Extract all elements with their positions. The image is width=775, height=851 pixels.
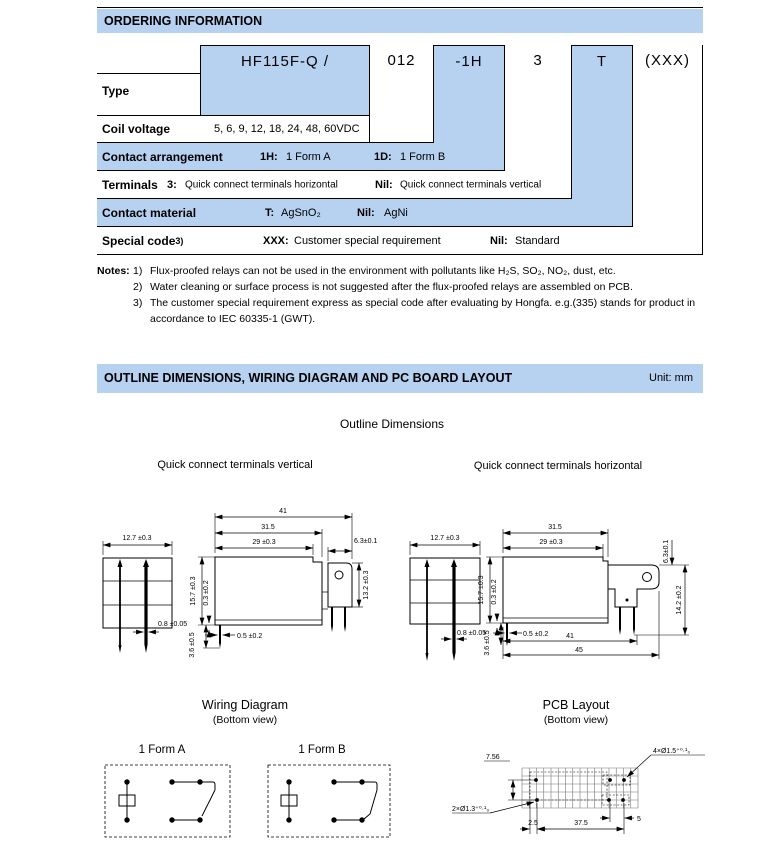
dim-h-tab-width: 6.3±0.1	[663, 539, 670, 563]
dim-v-inner-width: 29 ±0.3	[252, 539, 276, 546]
contact-hole-3	[607, 798, 611, 802]
note-3-text: The customer special requirement express as special code after evaluating by Hongfa. e.g.(335) stands for product in accordance to IEC 60335-1 (GWT).	[150, 297, 696, 325]
part-code-type: HF115F-Q /	[240, 53, 330, 70]
row-special-code	[97, 227, 703, 255]
notes	[97, 263, 697, 327]
dim-v-pin-width: 0.5 ±0.2	[237, 633, 263, 640]
dim-v-body-height: 15.7 ±0.3	[190, 576, 197, 606]
dim-h-overall-45: 45	[575, 647, 583, 654]
outline-section-header	[97, 364, 703, 393]
vertical-main-view	[215, 557, 352, 648]
special-opt1-key: XXX:	[263, 234, 289, 247]
part-code-terminals: 3	[533, 52, 543, 69]
special-code-label-wrap	[102, 232, 184, 250]
note-item-3	[97, 295, 697, 327]
outline-drawing-horizontal	[393, 495, 748, 685]
arrangement-opt1-value: 1 Form A	[286, 150, 331, 163]
material-opt1-key: T:	[265, 206, 275, 219]
contact-hole-4	[621, 798, 625, 802]
type-row-label: Type	[102, 84, 130, 98]
part-code-material: T	[596, 53, 608, 70]
dim-h-inner-width: 29 ±0.3	[539, 539, 563, 546]
special-code-superscript: 3)	[175, 235, 184, 246]
coil-voltage-label: Coil voltage	[102, 121, 171, 136]
part-code-type-box	[200, 45, 370, 116]
row-coil-voltage	[97, 115, 434, 143]
dim-h-overall-41: 41	[566, 633, 574, 640]
unit-label: Unit: mm	[649, 372, 693, 384]
dim-contact-holes: 4×Ø1.5⁺⁰·¹₀	[653, 748, 691, 755]
outline-dimensions-subtitle: Outline Dimensions	[339, 417, 445, 431]
coil-voltage-value: 5, 6, 9, 12, 18, 24, 48, 60VDC	[214, 122, 360, 135]
form-a-circuit	[105, 765, 230, 837]
ordering-information-header: ORDERING INFORMATION	[97, 9, 703, 33]
pcb-dims	[452, 747, 705, 834]
pcb-layout-subtitle: (Bottom view)	[543, 714, 609, 726]
note-1-number: 1)	[133, 265, 143, 277]
horizontal-side-dims	[410, 535, 486, 639]
dim-v-body-width: 31.5	[261, 524, 275, 531]
row-contact-arrangement	[97, 143, 505, 171]
contact-arrangement-label: Contact arrangement	[102, 149, 223, 164]
material-opt2-key: Nil:	[357, 206, 375, 219]
pcb-layout-title: PCB Layout	[542, 698, 610, 712]
dim-v-pin-length: 3.6 ±0.5	[189, 632, 196, 658]
dim-h-body-height: 15.7 ±0.3	[478, 575, 485, 605]
contact-material-label: Contact material	[102, 205, 197, 220]
dim-5: 5	[637, 816, 641, 823]
dim-h-body-width: 31.5	[548, 524, 562, 531]
note-2-text: Water cleaning or surface process is not suggested after the flux-proofed relays are assembled on PCB.	[150, 281, 633, 293]
note-1-text: Flux-proofed relays can not be used in the environment with pollutants like H₂S, SO₂, NO₂, dust, etc.	[150, 265, 616, 277]
arrangement-opt1-key: 1H:	[260, 150, 278, 163]
material-opt2-value: AgNi	[384, 206, 408, 219]
terminals-label: Terminals	[102, 177, 158, 192]
dim-h-pin-length: 3.6 ±0.5	[484, 630, 491, 656]
arrangement-opt2-value: 1 Form B	[400, 150, 446, 163]
dim-v-side-width: 12.7 ±0.3	[122, 535, 152, 542]
vertical-side-view	[103, 558, 172, 653]
dim-v-total-width: 41	[279, 508, 287, 515]
dim-v-tab-width: 6.3±0.1	[354, 538, 378, 545]
dim-v-tab-height: 13.2 ±0.3	[363, 570, 370, 600]
terminals-opt2-value: Quick connect terminals vertical	[400, 179, 542, 190]
row-terminals	[97, 171, 572, 199]
coil-hole-2	[535, 798, 539, 802]
note-3-number: 3)	[133, 297, 143, 309]
dim-v-ledge: 0.3 ±0.2	[203, 580, 210, 606]
special-column-line	[702, 45, 703, 227]
part-code-material-box	[571, 45, 633, 200]
special-opt1-value: Customer special requirement	[294, 234, 441, 247]
dim-h-pin-thickness: 0.8 ±0.05	[457, 630, 487, 637]
special-code-label: Special code	[102, 233, 176, 248]
terminals-opt2-key: Nil:	[375, 178, 393, 191]
dim-h-ledge: 0.3 ±0.2	[491, 579, 498, 605]
wiring-diagram-subtitle: (Bottom view)	[212, 714, 278, 726]
contact-hole-1	[608, 778, 612, 782]
dim-v-pin-thickness: 0.8 ±0.05	[158, 621, 188, 628]
horizontal-side-view	[410, 558, 480, 661]
dim-37-5: 37.5	[574, 820, 588, 827]
dim-2-5: 2.5	[528, 820, 538, 827]
form-b-label: 1 Form B	[298, 744, 346, 756]
coil-hole-1	[534, 778, 538, 782]
note-2-number: 2)	[133, 281, 143, 293]
part-code-arrangement: -1H	[455, 53, 483, 70]
dim-h-pin-width: 0.5 ±0.2	[523, 631, 549, 638]
outline-drawing-vertical	[95, 495, 390, 685]
note-item-2	[97, 279, 697, 295]
special-opt2-key: Nil:	[490, 234, 508, 247]
form-b-circuit	[268, 765, 390, 837]
form-a-label: 1 Form A	[138, 744, 186, 756]
horizontal-drawing-label: Quick connect terminals horizontal	[473, 460, 643, 472]
dim-h-side-width: 12.7 ±0.3	[430, 535, 460, 542]
notes-label: Notes:	[97, 265, 130, 277]
material-opt1-value: AgSnO₂	[281, 206, 321, 219]
dim-h-tab-height: 14.2 ±0.2	[676, 585, 683, 615]
part-code-special: (XXX)	[644, 52, 690, 69]
outline-header-title: OUTLINE DIMENSIONS, WIRING DIAGRAM AND PC BOARD LAYOUT	[104, 371, 513, 385]
terminals-opt1-value: Quick connect terminals horizontal	[185, 179, 338, 190]
dim-row-pitch: 7.56	[486, 754, 500, 761]
pcb-layout-drawing	[450, 738, 770, 848]
arrangement-opt2-key: 1D:	[374, 150, 392, 163]
note-item-1	[97, 263, 697, 279]
special-opt2-value: Standard	[515, 234, 560, 247]
horizontal-main-dims	[478, 524, 689, 659]
type-row-top-line	[97, 73, 201, 74]
part-code-coil: 012	[387, 52, 416, 69]
pcb-grid	[522, 768, 638, 808]
terminals-opt1-key: 3:	[167, 178, 177, 191]
wiring-diagram-title: Wiring Diagram	[201, 698, 289, 712]
row-contact-material	[97, 199, 633, 227]
contact-hole-2	[622, 778, 626, 782]
vertical-drawing-label: Quick connect terminals vertical	[157, 459, 313, 471]
vertical-main-dims	[189, 508, 377, 658]
wiring-diagram-drawing	[100, 762, 400, 847]
part-code-arrangement-box	[433, 45, 505, 144]
top-rule	[97, 7, 703, 8]
dim-coil-holes: 2×Ø1.3⁺⁰·¹₀	[452, 806, 490, 813]
